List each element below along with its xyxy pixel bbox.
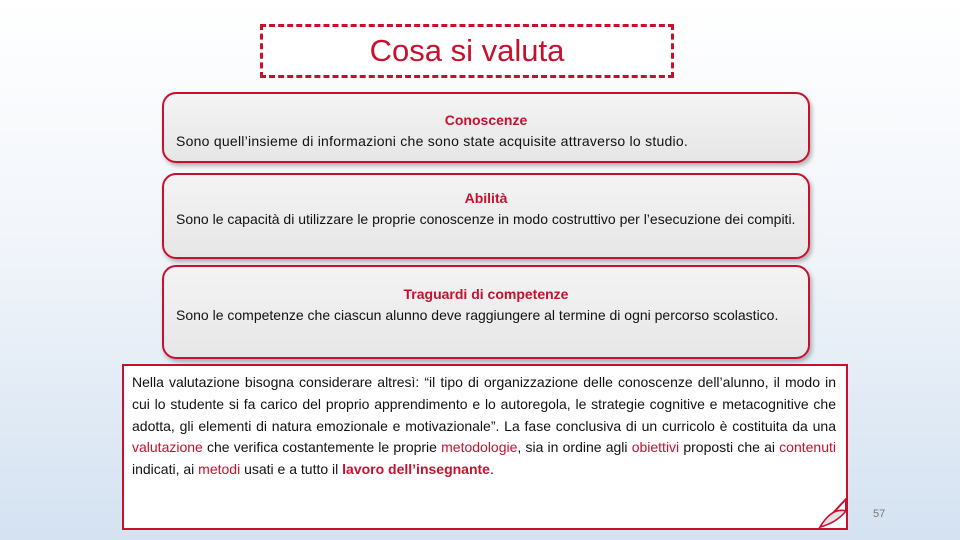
note-box — [122, 364, 848, 530]
keyword-lavoro-insegnante: lavoro dell’insegnante — [342, 461, 490, 478]
keyword-metodi: metodi — [198, 461, 241, 478]
slide-title-box — [260, 24, 674, 78]
card-body: Sono quell’insieme di informazioni che sono state acquisite attraverso lo studio. — [176, 133, 689, 149]
note-text: che verifica costantemente le proprie — [202, 439, 442, 456]
page-curl-icon — [816, 497, 850, 531]
note-text: usati e a tutto il — [240, 461, 343, 478]
card-conoscenze — [162, 92, 810, 163]
page-number: 57 — [873, 508, 886, 520]
card-traguardi-competenze — [162, 265, 810, 359]
slide-title: Cosa si valuta — [369, 33, 565, 68]
card-heading: Abilità — [464, 190, 508, 206]
note-text: proposti che ai — [679, 439, 780, 456]
card-heading: Traguardi di competenze — [403, 286, 569, 302]
card-abilita — [162, 173, 810, 259]
card-body: Sono le competenze che ciascun alunno deve raggiungere al termine di ogni percorso scolastico. — [176, 307, 779, 323]
note-text: indicati, ai — [132, 461, 199, 478]
card-body: Sono le capacità di utilizzare le proprie conoscenze in modo costruttivo per l’esecuzione dei compiti. — [176, 211, 796, 227]
keyword-metodologie: metodologie — [441, 439, 518, 456]
note-text: Nella valutazione bisogna considerare altresì: “il tipo di organizzazione delle conoscenze dell’alunno, il modo in cui lo studente si fa carico del proprio apprendimento e lo autoregola, le strategie cognitive e metacognitive che adotta, gli elementi di natura emozionale e motivazionale”. La fase conclusiva di un curricolo è costituita da una — [132, 374, 836, 434]
keyword-valutazione: valutazione — [132, 439, 203, 456]
note-text: . — [489, 461, 494, 478]
note-text: , sia in ordine agli — [517, 439, 632, 456]
card-heading: Conoscenze — [444, 112, 528, 128]
keyword-contenuti: contenuti — [779, 439, 836, 456]
note-paragraph — [132, 372, 836, 481]
keyword-obiettivi: obiettivi — [631, 439, 680, 456]
